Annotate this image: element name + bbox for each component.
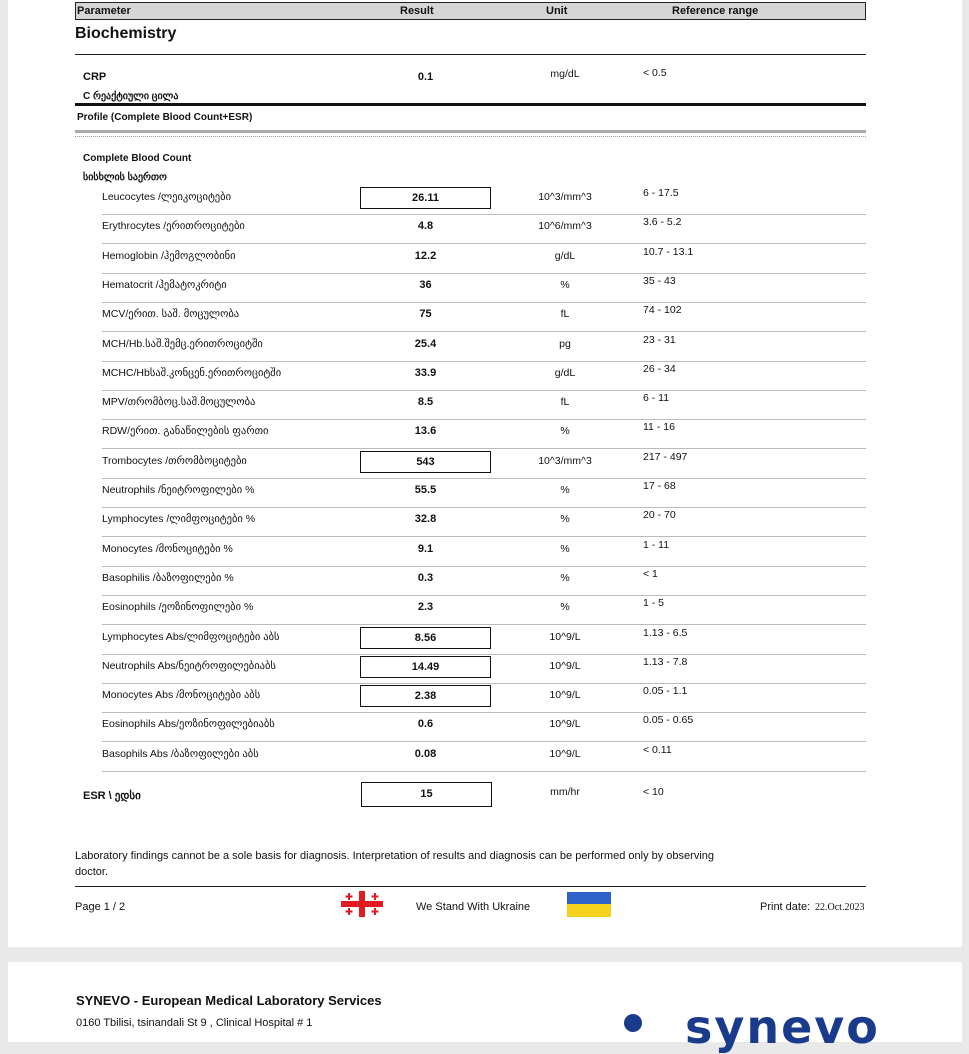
result-value: 0.6 (417, 718, 434, 730)
unit-value: fL (560, 396, 570, 408)
parameter-name: Monocytes Abs /მონოციტები აბს (102, 689, 261, 701)
table-row (0, 476, 969, 505)
reference-range: 35 - 43 (643, 275, 676, 287)
unit-value: g/dL (554, 367, 576, 379)
result-value: 75 (419, 308, 432, 320)
table-row (0, 417, 969, 446)
result-value: 14.49 (360, 656, 491, 678)
unit-value: % (560, 572, 570, 584)
section-title: Biochemistry (75, 25, 177, 42)
parameter-name: MCHC/Hbსაშ.კონცენ.ერითროციტში (102, 367, 282, 379)
table-row (0, 505, 969, 534)
parameter-name: MCV/ერით. საშ. მოცულობა (102, 308, 240, 320)
crp-name-ka: C რეაქტიული ცილა (83, 91, 179, 102)
reference-range: 1 - 5 (643, 597, 665, 609)
unit-value: fL (560, 308, 570, 320)
page-number: Page 1 / 2 (75, 901, 126, 913)
reference-range: 74 - 102 (643, 304, 682, 316)
table-row (0, 652, 969, 681)
reference-range: 26 - 34 (643, 363, 676, 375)
unit-value: pg (559, 338, 571, 350)
header-result: Result (400, 5, 434, 17)
reference-range: 6 - 17.5 (643, 187, 679, 199)
profile-label: Profile (Complete Blood Count+ESR) (77, 112, 253, 123)
unit-value: g/dL (554, 250, 576, 262)
crp-name: CRP (83, 71, 107, 83)
table-row (0, 710, 969, 739)
unit-value: 10^9/L (549, 689, 581, 701)
unit-value: 10^6/mm^3 (538, 220, 592, 232)
result-value: 0.3 (417, 572, 434, 584)
divider-thick (75, 103, 866, 106)
table-row (0, 271, 969, 300)
ukraine-flag-icon (567, 892, 611, 917)
result-value: 32.8 (414, 513, 437, 525)
print-date-label: Print date: (760, 901, 811, 913)
crp-result: 0.1 (417, 71, 434, 83)
unit-value: 10^9/L (549, 660, 581, 672)
table-row (0, 447, 969, 476)
logo-dot-icon (624, 1014, 642, 1032)
footer-divider (75, 886, 866, 887)
result-value: 26.11 (360, 187, 491, 209)
parameter-name: Leucocytes /ლეიკოციტები (102, 191, 232, 203)
row-divider (102, 771, 866, 772)
table-row (0, 300, 969, 329)
slogan: We Stand With Ukraine (416, 901, 531, 913)
table-row (0, 740, 969, 769)
reference-range: 217 - 497 (643, 451, 688, 463)
unit-value: % (560, 279, 570, 291)
parameter-name: Erythrocytes /ერითროციტები (102, 220, 245, 232)
result-value: 25.4 (414, 338, 437, 350)
divider-dotted (75, 130, 866, 133)
unit-value: % (560, 425, 570, 437)
reference-range: 1 - 11 (643, 539, 670, 551)
unit-value: 10^3/mm^3 (538, 191, 592, 203)
result-value: 9.1 (417, 543, 434, 555)
result-value: 2.3 (417, 601, 434, 613)
parameter-name: Neutrophils /ნეიტროფილები % (102, 484, 255, 496)
disclaimer-line-2: doctor. (75, 866, 109, 878)
header-unit: Unit (546, 5, 568, 17)
table-header (75, 2, 866, 20)
table-row (0, 330, 969, 359)
unit-value: % (560, 601, 570, 613)
table-row (0, 183, 969, 212)
result-value: 13.6 (414, 425, 437, 437)
unit-value: % (560, 484, 570, 496)
result-value: 55.5 (414, 484, 437, 496)
reference-range: 23 - 31 (643, 334, 676, 346)
georgian-flag-icon (341, 891, 383, 917)
reference-range: 11 - 16 (643, 421, 675, 433)
parameter-name: Lymphocytes Abs/ლიმფოციტები აბს (102, 631, 280, 643)
crp-ref: < 0.5 (643, 67, 667, 79)
reference-range: < 0.11 (643, 744, 672, 756)
esr-unit: mm/hr (550, 786, 580, 798)
parameter-name: Basophilis /ბაზოფილები % (102, 572, 234, 584)
reference-range: 1.13 - 6.5 (643, 627, 688, 639)
result-value: 0.08 (414, 748, 437, 760)
result-value: 4.8 (417, 220, 434, 232)
parameter-name: Monocytes /მონოციტები % (102, 543, 233, 555)
company-name: SYNEVO - European Medical Laboratory Services (76, 993, 382, 1008)
parameter-name: RDW/ერით. განაწილების ფართი (102, 425, 269, 437)
synevo-logo: synevo (685, 1000, 880, 1054)
unit-value: 10^9/L (549, 631, 581, 643)
unit-value: % (560, 513, 570, 525)
parameter-name: MPV/თრომბოც.საშ.მოცულობა (102, 396, 256, 408)
table-row (0, 623, 969, 652)
cbc-title-ka: სისხლის საერთო (83, 172, 167, 183)
table-row (0, 535, 969, 564)
unit-value: % (560, 543, 570, 555)
parameter-name: Basophils Abs /ბაზოფილები აბს (102, 748, 259, 760)
company-address: 0160 Tbilisi, tsinandali St 9 , Clinical Hospital # 1 (76, 1017, 313, 1029)
result-value: 2.38 (360, 685, 491, 707)
unit-value: 10^9/L (549, 748, 581, 760)
parameter-name: Neutrophils Abs/ნეიტროფილებიაბს (102, 660, 276, 672)
parameter-name: Hemoglobin /ჰემოგლობინი (102, 250, 236, 262)
parameter-name: MCH/Hb.საშ.შემც.ერითროციტში (102, 338, 263, 350)
disclaimer-line-1: Laboratory findings cannot be a sole basis for diagnosis. Interpretation of results and diagnosis can be performed only by observing (75, 850, 714, 862)
reference-range: 0.05 - 1.1 (643, 685, 688, 697)
table-row (0, 681, 969, 710)
table-row (0, 593, 969, 622)
reference-range: 20 - 70 (643, 509, 676, 521)
result-value: 33.9 (414, 367, 437, 379)
header-reference: Reference range (672, 5, 759, 17)
unit-value: 10^9/L (549, 718, 581, 730)
table-row (0, 212, 969, 241)
result-value: 8.56 (360, 627, 491, 649)
result-value: 8.5 (417, 396, 434, 408)
parameter-name: Eosinophils Abs/ეოზინოფილებიაბს (102, 718, 275, 730)
parameter-name: Eosinophils /ეოზინოფილები % (102, 601, 254, 613)
reference-range: 3.6 - 5.2 (643, 216, 682, 228)
result-value: 543 (360, 451, 491, 473)
esr-name: ESR \ ედსი (83, 790, 141, 802)
table-row (0, 388, 969, 417)
reference-range: 6 - 11 (643, 392, 670, 404)
reference-range: 10.7 - 13.1 (643, 246, 694, 258)
table-row (0, 359, 969, 388)
parameter-name: Trombocytes /თრომბოციტები (102, 455, 247, 467)
crp-unit: mg/dL (550, 68, 580, 80)
result-value: 12.2 (414, 250, 437, 262)
divider (75, 54, 866, 55)
print-date: 22.Oct.2023 (815, 902, 865, 913)
reference-range: < 1 (643, 568, 658, 580)
esr-ref: < 10 (643, 786, 664, 798)
cbc-title: Complete Blood Count (83, 153, 192, 164)
reference-range: 0.05 - 0.65 (643, 714, 694, 726)
table-row (0, 564, 969, 593)
unit-value: 10^3/mm^3 (538, 455, 592, 467)
divider-dotted-2 (75, 136, 866, 137)
reference-range: 17 - 68 (643, 480, 676, 492)
esr-result: 15 (361, 782, 492, 807)
table-row (0, 242, 969, 271)
parameter-name: Lymphocytes /ლიმფოციტები % (102, 513, 256, 525)
parameter-name: Hematocrit /ჰემატოკრიტი (102, 279, 227, 291)
result-value: 36 (419, 279, 432, 291)
reference-range: 1.13 - 7.8 (643, 656, 688, 668)
header-parameter: Parameter (77, 5, 131, 17)
